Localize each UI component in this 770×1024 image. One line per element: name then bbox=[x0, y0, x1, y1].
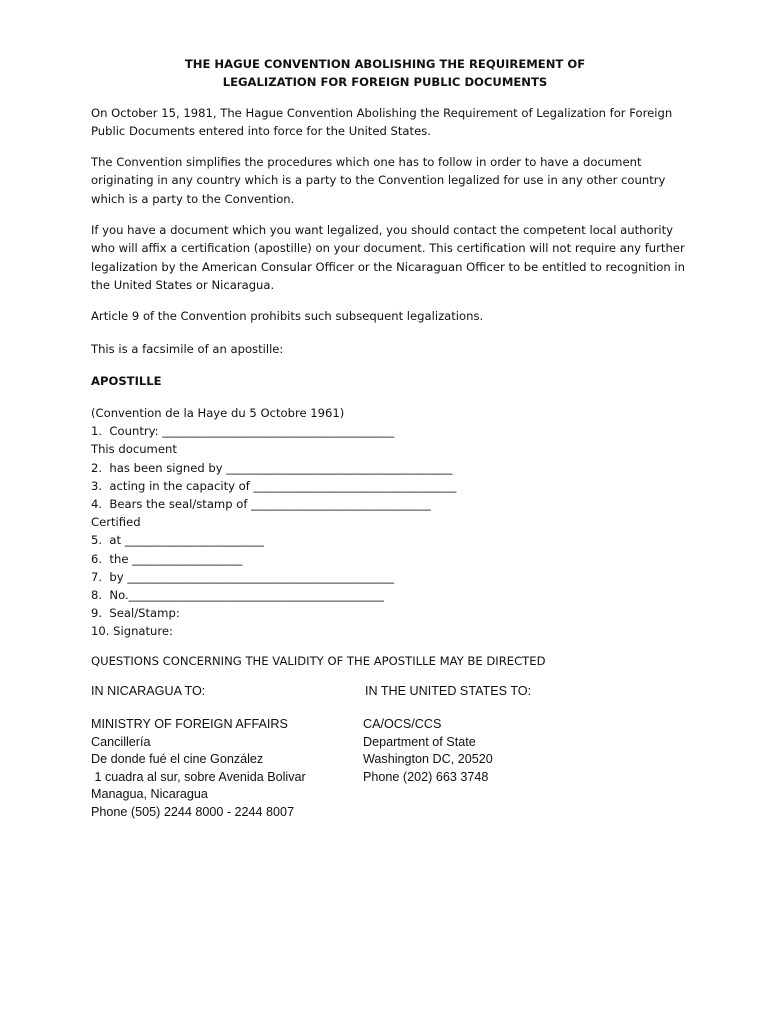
nicaragua-heading-block bbox=[91, 683, 205, 701]
paragraph-article-9: Article 9 of the Convention prohibits such subsequent legalizations. bbox=[91, 309, 484, 323]
apostille-certified: Certified bbox=[91, 515, 141, 530]
apostille-country-line: 1. Country: ________________________________________ bbox=[91, 424, 395, 439]
us-office: CA/OCS/CCS bbox=[363, 717, 442, 731]
document-title bbox=[0, 55, 770, 91]
apostille-this-document: This document bbox=[91, 442, 177, 457]
apostille-by-line: 7. by ______________________________________________ bbox=[91, 569, 394, 584]
us-city: Washington DC, 20520 bbox=[363, 752, 493, 767]
nicaragua-phone: Phone (505) 2244 8000 - 2244 8007 bbox=[91, 804, 295, 819]
nicaragua-heading: IN NICARAGUA TO: bbox=[91, 684, 206, 698]
paragraph-simplifies: The Convention simplifies the procedures which one has to follow in order to have a document originating in any country which is a party to the Convention legalized for use in any other country which is a party to the Convention. bbox=[91, 155, 666, 206]
nicaragua-cancilleria: Cancillería bbox=[91, 734, 151, 749]
us-heading: IN THE UNITED STATES TO: bbox=[365, 684, 532, 698]
apostille-signed-by-line: 2. has been signed by _______________________________________ bbox=[91, 460, 453, 475]
apostille-capacity-line: 3. acting in the capacity of ___________________________________ bbox=[91, 478, 457, 493]
us-heading-block bbox=[365, 683, 531, 701]
us-phone: Phone (202) 663 3748 bbox=[363, 769, 489, 784]
apostille-seal-stamp: 9. Seal/Stamp: bbox=[91, 606, 180, 621]
paragraph-contact-authority: If you have a document which you want legalized, you should contact the competent local authority who will affix a certification (apostille) on your document. This certification will not require any further legalization by the American Consular Officer or the Nicaraguan Officer to be entitled to recognition in the United States or Nicaragua. bbox=[91, 223, 685, 292]
nicaragua-ministry: MINISTRY OF FOREIGN AFFAIRS bbox=[91, 717, 288, 731]
apostille-heading: APOSTILLE bbox=[91, 374, 162, 388]
nicaragua-address-line-2: 1 cuadra al sur, sobre Avenida Bolivar bbox=[91, 769, 306, 784]
apostille-form bbox=[91, 404, 691, 641]
us-department: Department of State bbox=[363, 734, 476, 749]
apostille-seal-line: 4. Bears the seal/stamp of _______________________________ bbox=[91, 497, 431, 512]
title-line-1: THE HAGUE CONVENTION ABOLISHING THE REQUIREMENT OF bbox=[184, 57, 586, 71]
paragraph-facsimile: This is a facsimile of an apostille: bbox=[91, 342, 284, 356]
apostille-the-line: 6. the ___________________ bbox=[91, 551, 243, 566]
questions-statement: QUESTIONS CONCERNING THE VALIDITY OF THE APOSTILLE MAY BE DIRECTED bbox=[91, 654, 546, 668]
nicaragua-address-line-1: De donde fué el cine González bbox=[91, 752, 264, 767]
nicaragua-address bbox=[91, 716, 306, 822]
apostille-number-line: 8. No.____________________________________________ bbox=[91, 588, 384, 603]
apostille-signature: 10. Signature: bbox=[91, 624, 173, 639]
apostille-at-line: 5. at ________________________ bbox=[91, 533, 264, 548]
us-address bbox=[363, 716, 493, 786]
title-line-2: LEGALIZATION FOR FOREIGN PUBLIC DOCUMENTS bbox=[222, 75, 548, 89]
nicaragua-city: Managua, Nicaragua bbox=[91, 787, 208, 802]
apostille-convention-line: (Convention de la Haye du 5 Octobre 1961) bbox=[91, 406, 345, 420]
paragraph-entry-into-force: On October 15, 1981, The Hague Convention Abolishing the Requirement of Legalization for Foreign Public Documents entered into force for the United States. bbox=[91, 106, 673, 139]
